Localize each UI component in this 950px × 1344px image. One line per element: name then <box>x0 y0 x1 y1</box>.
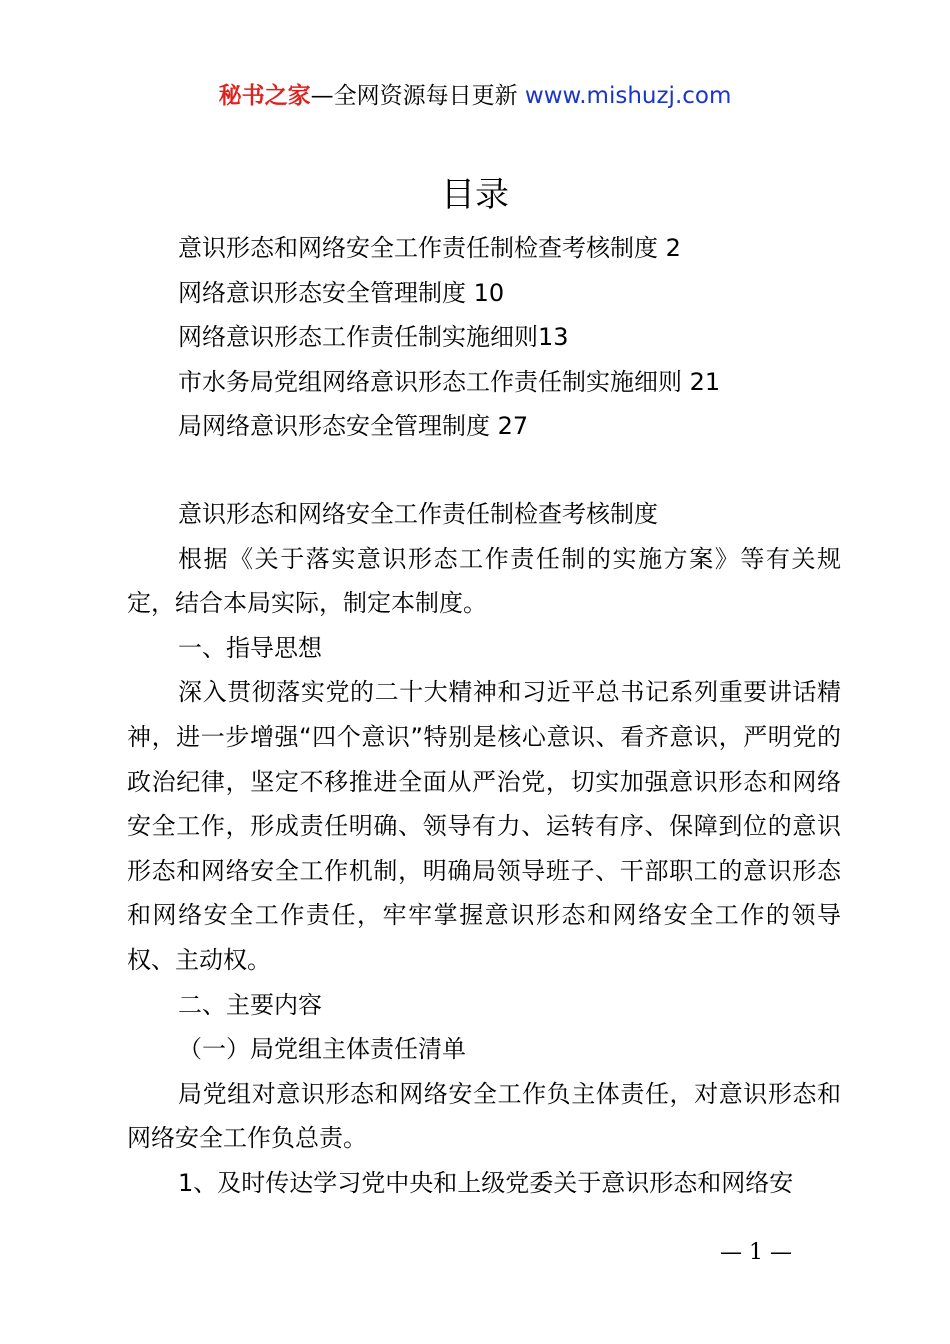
section-heading: 意识形态和网络安全工作责任制检查考核制度 <box>178 500 658 528</box>
document-title: 目录 <box>441 175 509 215</box>
section-heading: 一、指导思想 <box>178 633 322 662</box>
body-paragraph: 1、及时传达学习党中央和上级党委关于意识形态和网络安 <box>178 1168 794 1197</box>
toc-item[interactable]: 局网络意识形态安全管理制度 27 <box>178 412 529 441</box>
page-number: — 1 — <box>720 1240 792 1265</box>
site-header <box>0 80 950 112</box>
toc-item[interactable]: 市水务局党组网络意识形态工作责任制实施细则 21 <box>178 367 721 396</box>
subsection-heading: （一）局党组主体责任清单 <box>178 1035 466 1064</box>
section-heading: 二、主要内容 <box>178 990 322 1019</box>
site-url-link[interactable]: www.mishuzj.com <box>517 83 732 109</box>
toc-item[interactable]: 网络意识形态工作责任制实施细则13 <box>178 323 569 352</box>
toc-item[interactable]: 意识形态和网络安全工作责任制检查考核制度 2 <box>178 234 681 262</box>
body-paragraph: 局党组对意识形态和网络安全工作负主体责任，对意识形态和网络安全工作负总责。 <box>127 1079 841 1153</box>
toc-item[interactable]: 网络意识形态安全管理制度 10 <box>178 278 505 307</box>
body-paragraph: 根据《关于落实意识形态工作责任制的实施方案》等有关规定，结合本局实际，制定本制度。 <box>127 544 841 618</box>
table-of-contents <box>178 226 878 449</box>
body-paragraph: 深入贯彻落实党的二十大精神和习近平总书记系列重要讲话精神，进一步增强“四个意识”特别是核心意识、看齐意识，严明党的政治纪律，坚定不移推进全面从严治党，切实加强意识形态和网络安全工作，形成责任明确、领导有力、运转有序、保障到位的意识形态和网络安全工作机制，明确局领导班子、干部职工的意识形态和网络安全工作责任，牢牢掌握意识形态和网络安全工作的领导权、主动权。 <box>127 678 841 974</box>
brand-name[interactable]: 秘书之家 <box>218 83 311 109</box>
header-tagline: —全网资源每日更新 <box>310 83 518 109</box>
document-body <box>127 492 841 1206</box>
